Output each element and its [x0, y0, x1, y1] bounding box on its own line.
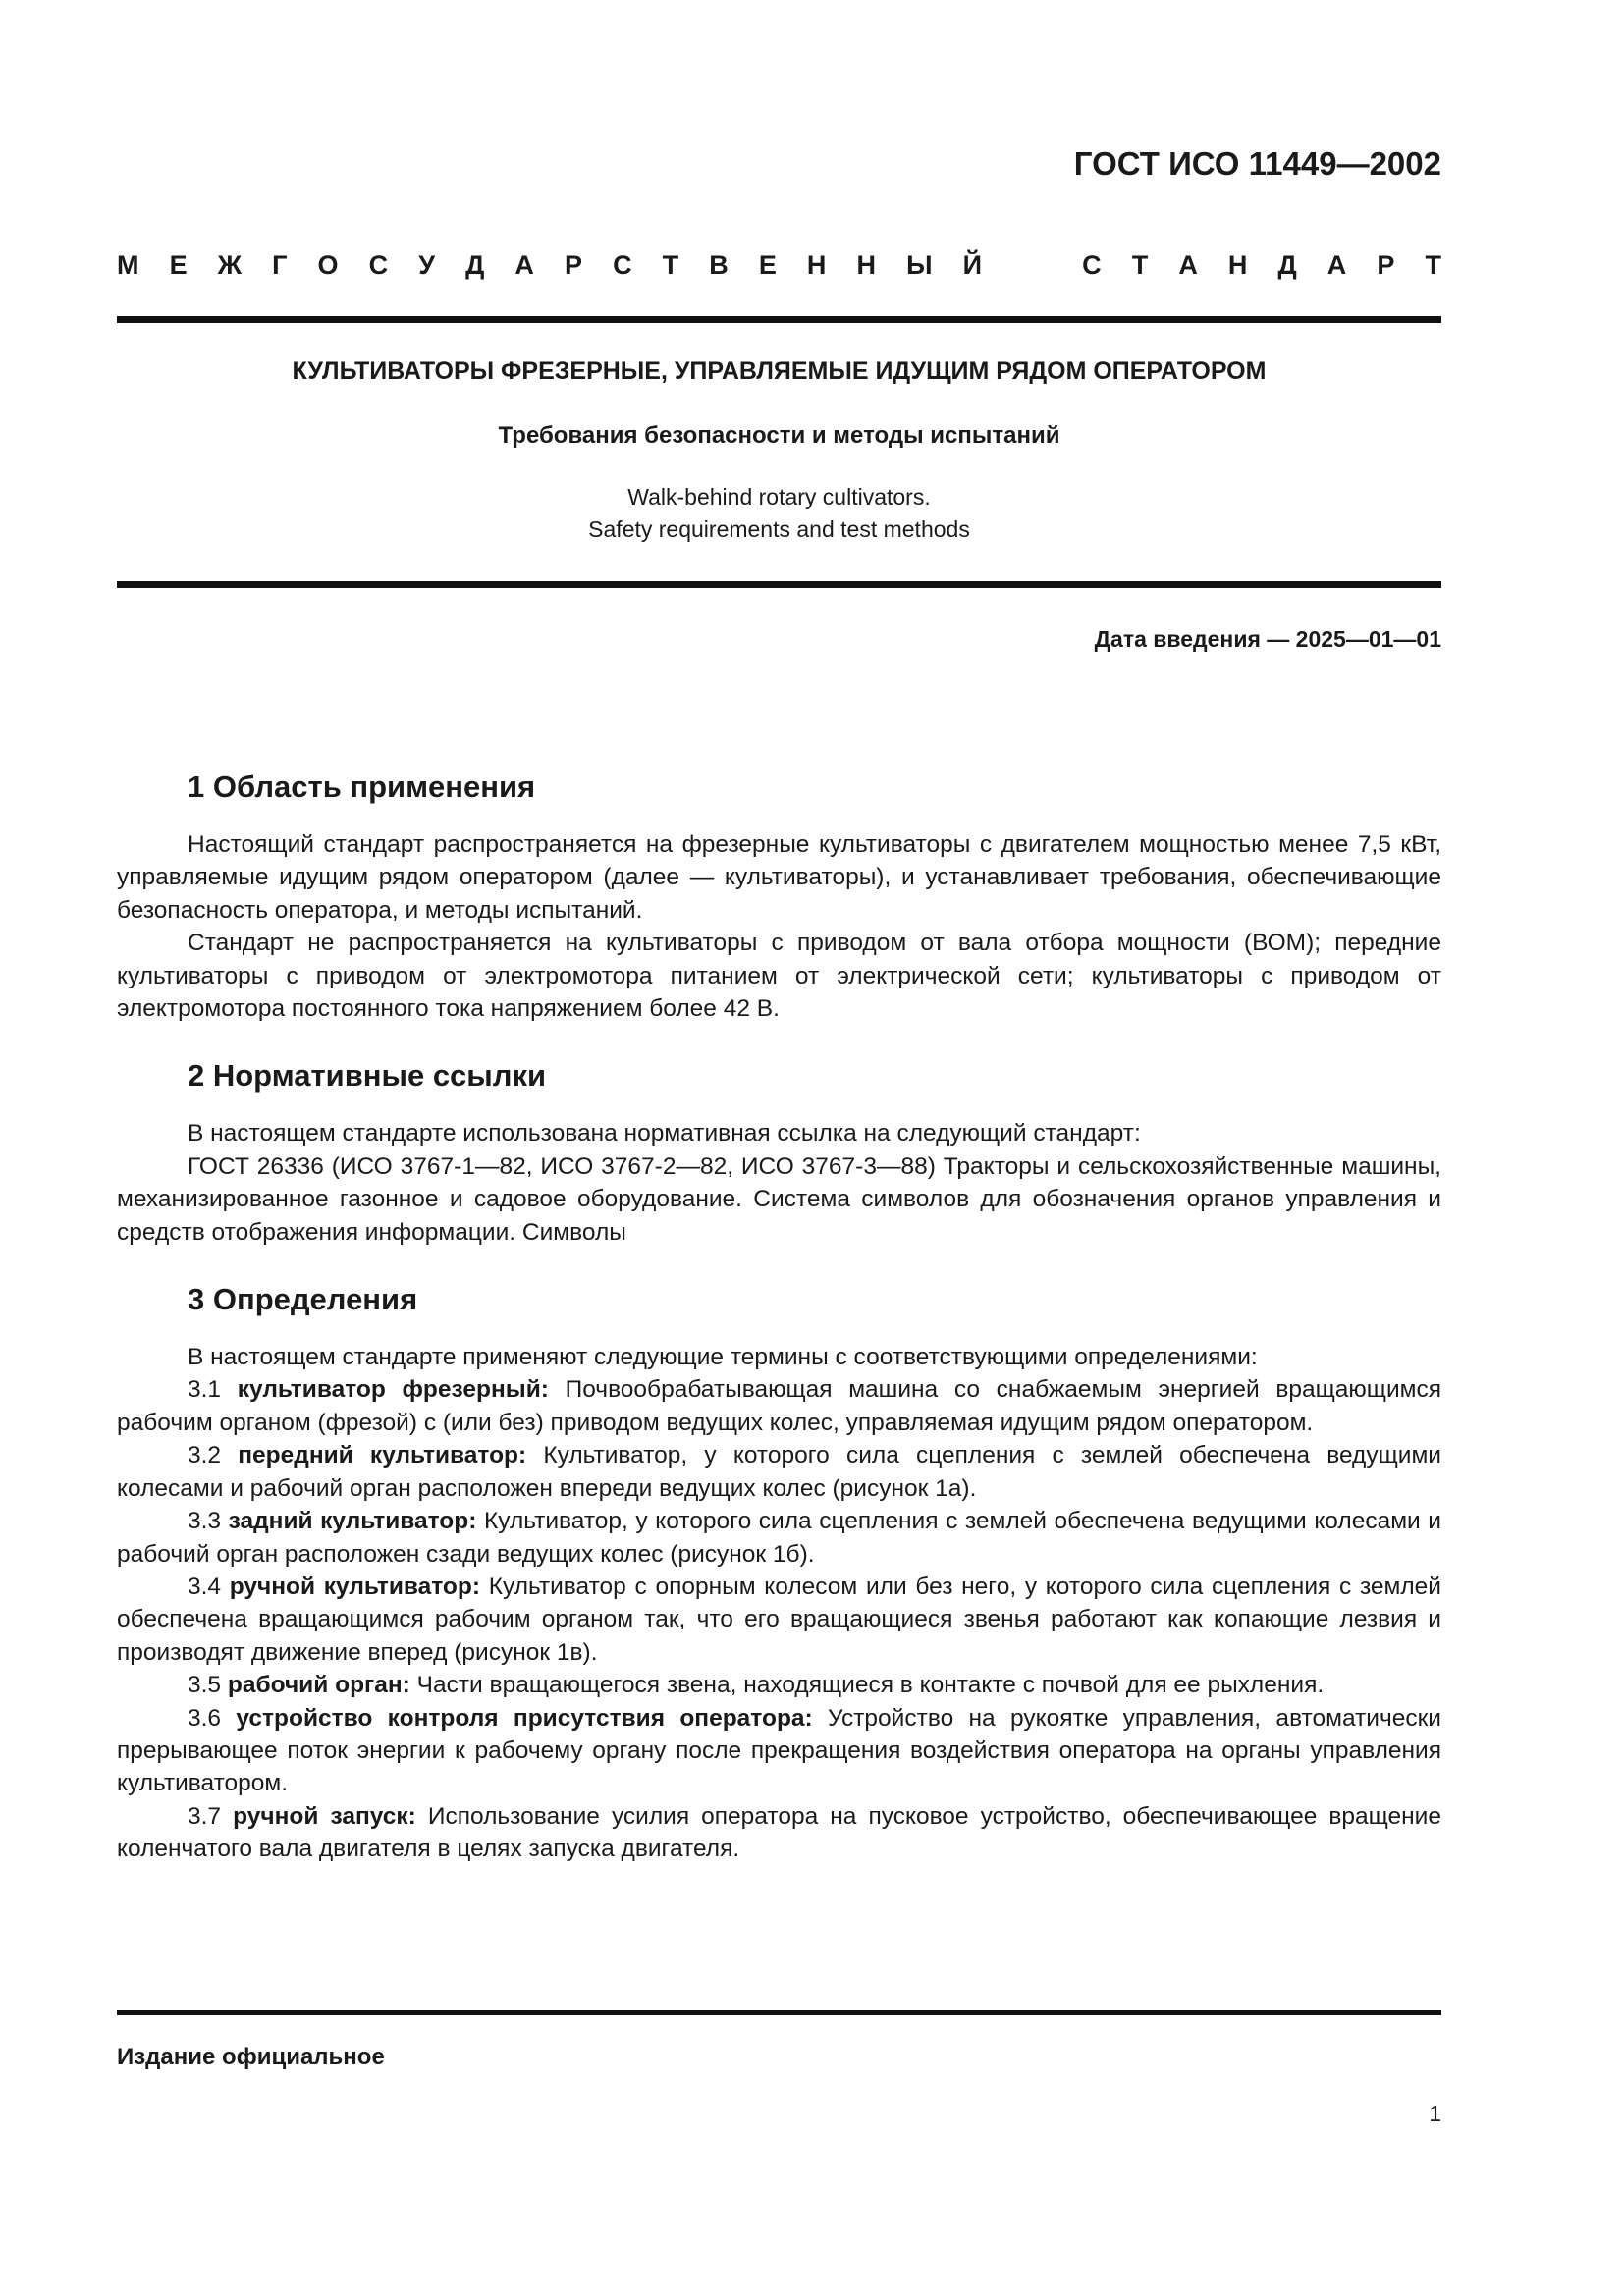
- paragraph: В настоящем стандарте использована нормативная ссылка на следующий стандарт:: [188, 1120, 1141, 1148]
- paragraph: В настоящем стандарте применяют следующие термины с соответствующими определениями:: [188, 1344, 1258, 1371]
- definition-text: Устройство на рукоятке управления, автоматически прерывающее поток энергии к рабочему органу после прекращения воздействия оператора на органы управления культиватором.: [117, 1704, 1441, 1797]
- definition-number: 3.5: [188, 1672, 228, 1699]
- letter: А: [1326, 250, 1347, 280]
- definition-3-7: [117, 1800, 1441, 1866]
- document-number: ГОСТ ИСО 11449—2002: [1073, 145, 1441, 182]
- definition-number: 3.3: [188, 1508, 229, 1535]
- definition-text: Культиватор с опорным колесом или без него, у которого сила сцепления с землей обеспечена вращающимся рабочим органом так, что его вращающиеся звенья работают как копающие лезвия и производят движение вперед (рисунок 1в).: [117, 1573, 1441, 1666]
- letter: Т: [662, 250, 679, 280]
- definition-number: 3.7: [188, 1802, 234, 1830]
- letter: Н: [1227, 250, 1248, 280]
- paragraph: Настоящий стандарт распространяется на фрезерные культиваторы с двигателем мощностью менее 7,5 кВт, управляемые идущим рядом оператором (далее — культиваторы), и устанавливает требования, обеспечивающие безопасность оператора, и методы испытаний.: [117, 831, 1441, 924]
- definition-3-3: [117, 1505, 1441, 1571]
- english-title-line-2: Safety requirements and test methods: [588, 516, 970, 542]
- definition-3-6: [117, 1702, 1441, 1800]
- definition-text: Использование усилия оператора на пусковое устройство, обеспечивающее вращение коленчатого вала двигателя в целях запуска двигателя.: [117, 1802, 1441, 1863]
- definition-term: задний культиватор:: [228, 1508, 477, 1535]
- letter: В: [709, 250, 729, 280]
- definition-term: ручной культиватор:: [229, 1573, 481, 1600]
- definition-term: передний культиватор:: [238, 1442, 527, 1469]
- standard-kind-heading: [117, 250, 1441, 281]
- section-definitions: [117, 1280, 1441, 1866]
- letter: Н: [806, 250, 827, 280]
- section-heading: 2 Нормативные ссылки: [188, 1058, 547, 1094]
- paragraph: Стандарт не распространяется на культиваторы с приводом от вала отбора мощности (ВОМ); передние культиваторы с приводом от электромотора питанием от электрической сети; культиваторы с приводом от электромотора постоянного тока напряжением более 42 В.: [117, 930, 1441, 1023]
- definition-text: Культиватор, у которого сила сцепления с землей обеспечена ведущими колесами и рабочий орган расположен впереди ведущих колес (рисунок 1а).: [117, 1442, 1441, 1502]
- letter: М: [117, 250, 139, 280]
- definition-term: рабочий орган:: [227, 1672, 410, 1699]
- letter: Е: [169, 250, 188, 280]
- letter: Д: [465, 250, 485, 280]
- introduction-date: Дата введения — 2025—01—01: [1094, 626, 1441, 652]
- definition-3-4: [117, 1571, 1441, 1669]
- letter: А: [514, 250, 534, 280]
- title-divider: [117, 581, 1441, 588]
- definition-number: 3.2: [188, 1442, 239, 1469]
- letter: Ж: [217, 250, 243, 280]
- letter: Й: [962, 250, 982, 280]
- section-normative-references: [117, 1056, 1441, 1249]
- section-scope: [117, 768, 1441, 1025]
- letter: Н: [856, 250, 876, 280]
- letter: С: [1082, 250, 1102, 280]
- definition-3-5: [117, 1669, 1441, 1701]
- letter: Д: [1277, 250, 1297, 280]
- letter: С: [368, 250, 389, 280]
- letter: Р: [565, 250, 583, 280]
- definition-term: культиватор фрезерный:: [237, 1376, 549, 1404]
- definition-term: ручной запуск:: [233, 1802, 416, 1830]
- top-divider: [117, 316, 1441, 323]
- letter: О: [317, 250, 339, 280]
- definition-term: устройство контроля присутствия оператора:: [236, 1704, 813, 1732]
- section-heading: 1 Область применения: [188, 770, 536, 804]
- letter: У: [418, 250, 436, 280]
- definition-text: Культиватор, у которого сила сцепления с землей обеспечена ведущими колесами и рабочий орган расположен сзади ведущих колес (рисунок 1б).: [117, 1508, 1441, 1568]
- definition-number: 3.1: [188, 1376, 238, 1404]
- paragraph: ГОСТ 26336 (ИСО 3767-1—82, ИСО 3767-2—82, ИСО 3767-3—88) Тракторы и сельскохозяйственные машины, механизированное газонное и садовое оборудование. Система символов для обозначения органов управления и средств отображения информации. Символы: [117, 1152, 1441, 1246]
- page-number: 1: [1429, 2101, 1441, 2126]
- letter: Г: [272, 250, 288, 280]
- document-subtitle: Требования безопасности и методы испытаний: [498, 422, 1060, 449]
- letter: Ы: [906, 250, 933, 280]
- letter: Р: [1377, 250, 1395, 280]
- definition-text: Части вращающегося звена, находящиеся в контакте с почвой для ее рыхления.: [409, 1672, 1325, 1699]
- letter: А: [1178, 250, 1198, 280]
- letter: Т: [1131, 250, 1149, 280]
- definition-number: 3.6: [188, 1704, 237, 1732]
- definition-3-2: [117, 1439, 1441, 1505]
- definition-3-1: [117, 1373, 1441, 1439]
- letter: Е: [758, 250, 777, 280]
- letter: Т: [1425, 250, 1441, 280]
- document-body: [117, 768, 1441, 1897]
- edition-label: Издание официальное: [117, 2044, 385, 2070]
- section-heading: 3 Определения: [188, 1282, 418, 1317]
- english-title-line-1: Walk-behind rotary cultivators.: [627, 484, 931, 509]
- word-gap: [1012, 250, 1052, 281]
- letter: С: [613, 250, 632, 280]
- definition-number: 3.4: [188, 1573, 230, 1600]
- definition-text: Почвообрабатывающая машина со снабжаемым энергией вращающимся рабочим органом (фрезой) с (или без) приводом ведущих колес, управляемая идущим рядом оператором.: [117, 1376, 1441, 1436]
- footer-divider: [117, 2010, 1441, 2015]
- document-title: КУЛЬТИВАТОРЫ ФРЕЗЕРНЫЕ, УПРАВЛЯЕМЫЕ ИДУЩИМ РЯДОМ ОПЕРАТОРОМ: [292, 357, 1267, 385]
- english-title: [117, 481, 1441, 546]
